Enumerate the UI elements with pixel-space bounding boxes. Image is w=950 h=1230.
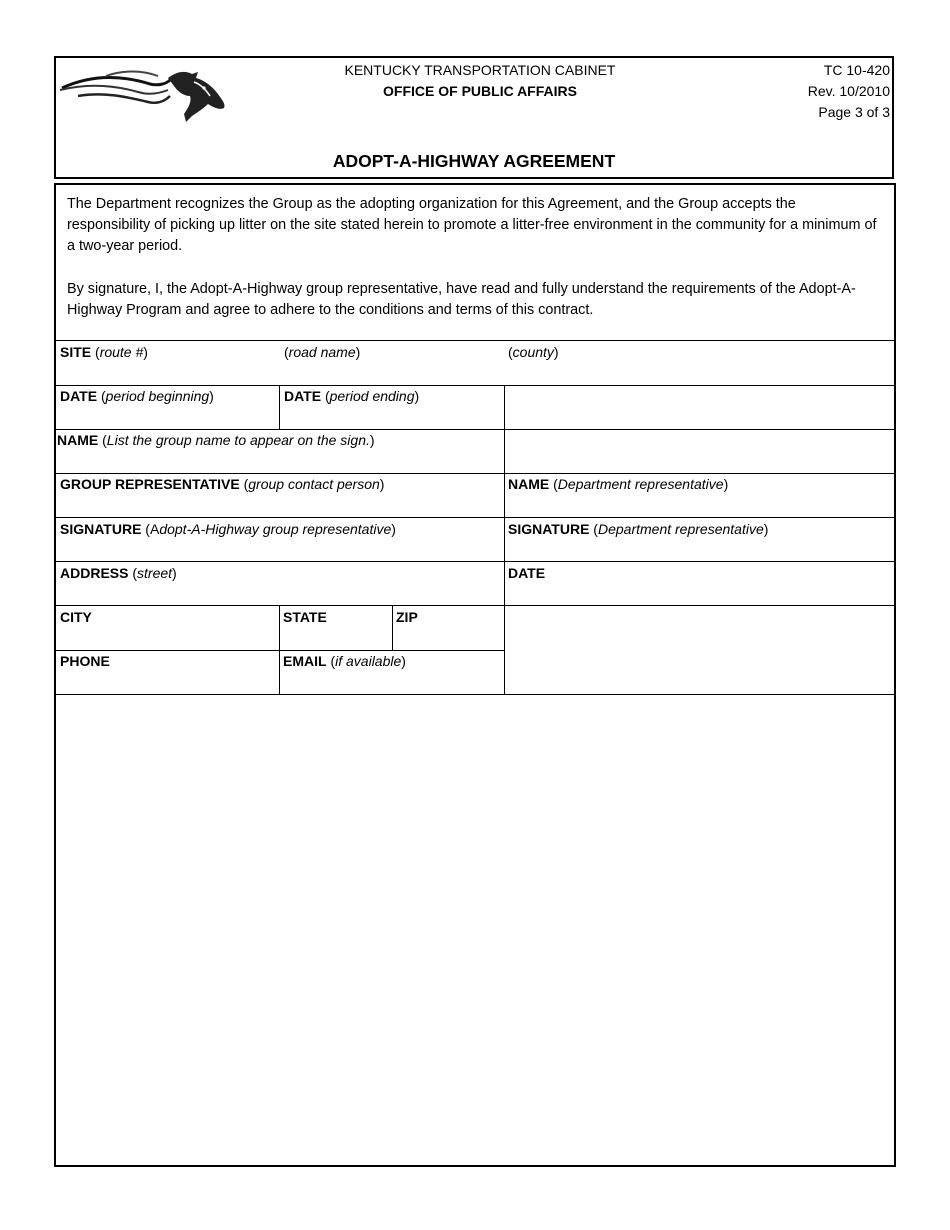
phone-field[interactable]: PHONE: [60, 653, 110, 669]
divider: [55, 385, 895, 386]
divider: [392, 605, 393, 650]
site-road-name-field[interactable]: (road name): [284, 344, 361, 360]
divider: [55, 429, 895, 430]
divider: [55, 694, 895, 695]
city-field[interactable]: CITY: [60, 609, 92, 625]
group-representative-field[interactable]: GROUP REPRESENTATIVE (group contact person): [60, 476, 385, 492]
agency-name: KENTUCKY TRANSPORTATION CABINET: [344, 62, 616, 78]
state-field[interactable]: STATE: [283, 609, 327, 625]
intro-paragraph-2: By signature, I, the Adopt-A-Highway group representative, have read and fully understand the requirements of the Adopt-A-Highway Program and agree to adhere to the conditions and terms of this contract.: [67, 281, 856, 318]
department-representative-name-field[interactable]: NAME (Department representative): [508, 476, 729, 492]
form-number: TC 10-420: [823, 62, 890, 78]
address-street-field[interactable]: ADDRESS (street): [60, 565, 177, 581]
site-route-field[interactable]: SITE (route #): [60, 344, 148, 360]
divider: [55, 340, 895, 341]
date-period-ending-field[interactable]: DATE (period ending): [284, 388, 420, 404]
signature-date-field[interactable]: DATE: [508, 565, 546, 581]
divider: [55, 473, 895, 474]
divider: [55, 517, 895, 518]
group-name-field[interactable]: NAME (List the group name to appear on the sign.): [57, 432, 375, 448]
date-period-beginning-field[interactable]: DATE (period beginning): [60, 388, 214, 404]
agreement-form: [54, 183, 896, 1167]
divider: [279, 385, 280, 429]
divider: [504, 385, 505, 694]
divider: [55, 561, 895, 562]
divider: [55, 650, 505, 651]
form-title: ADOPT-A-HIGHWAY AGREEMENT: [332, 151, 616, 171]
intro-paragraph-1: The Department recognizes the Group as the adopting organization for this Agreement, and the Group accepts the responsibility of picking up litter on the site stated herein to promote a litter-free environment in the community for a minimum of a two-year period.: [67, 196, 877, 254]
revision-date: Rev. 10/2010: [807, 83, 890, 99]
divider: [55, 605, 895, 606]
email-field[interactable]: EMAIL (if available): [283, 653, 406, 669]
office-name: OFFICE OF PUBLIC AFFAIRS: [383, 83, 577, 99]
site-county-field[interactable]: (county): [508, 344, 559, 360]
department-signature-field[interactable]: SIGNATURE (Department representative): [508, 521, 769, 537]
group-signature-field[interactable]: SIGNATURE (Adopt-A-Highway group representative): [60, 521, 396, 537]
horse-logo-icon: [58, 66, 230, 126]
divider: [279, 605, 280, 694]
zip-field[interactable]: ZIP: [396, 609, 418, 625]
page-number: Page 3 of 3: [818, 104, 890, 120]
